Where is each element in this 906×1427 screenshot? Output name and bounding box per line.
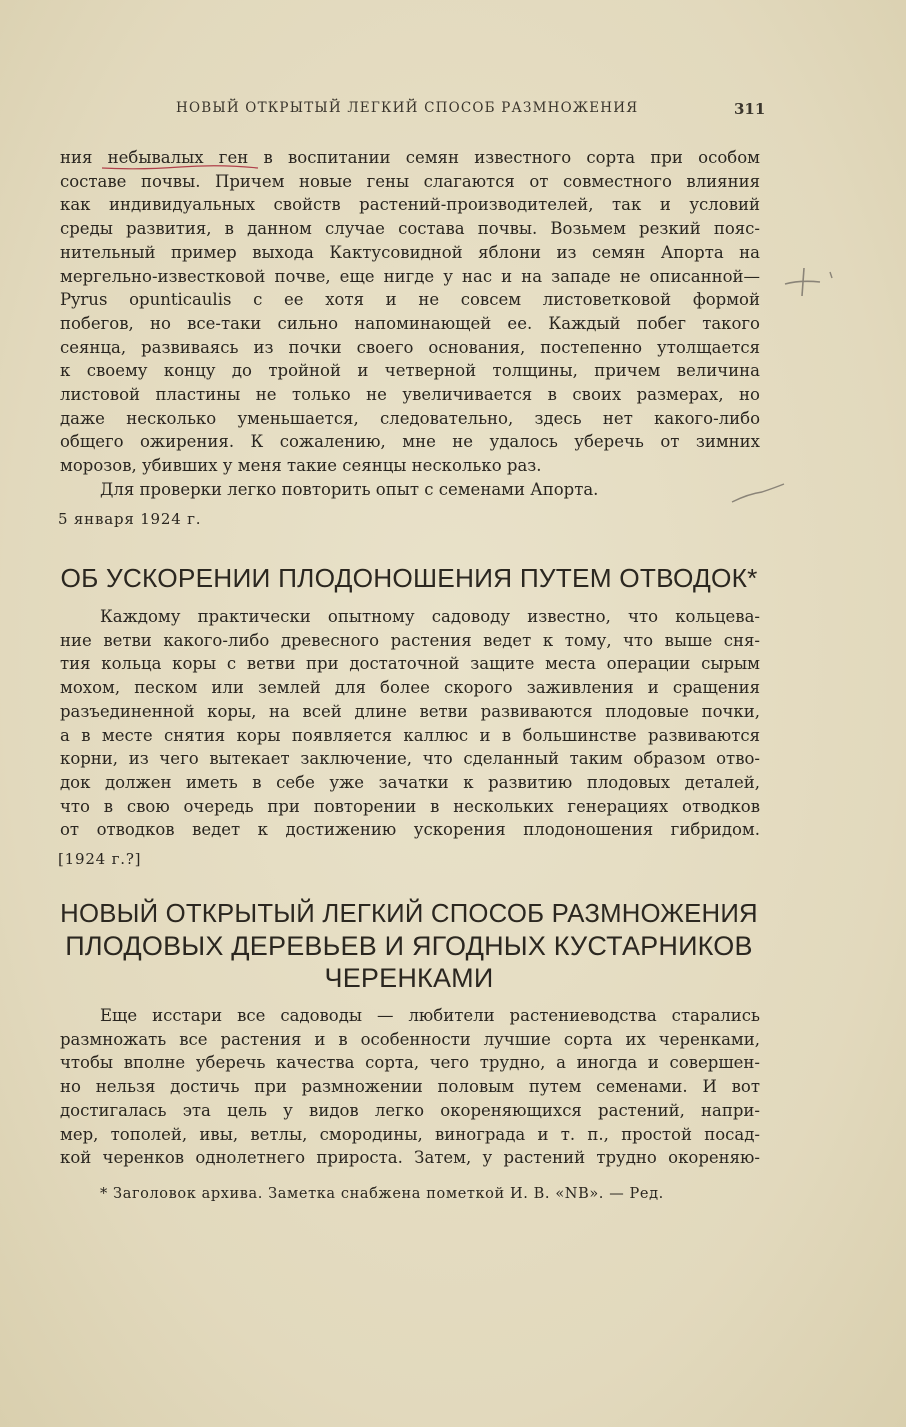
text-line: от отводков ведет к достижению ускорения плодоношения гибридом. — [60, 820, 760, 840]
section-heading-2 — [58, 898, 760, 994]
paragraph-2: Для проверки легко повторить опыт с семенами Апорта. — [100, 479, 599, 499]
paragraph-3 — [60, 605, 760, 842]
text-line: общего ожирения. К сожалению, мне не удалось уберечь от зимних — [60, 432, 760, 452]
text-line: к своему концу до тройной и четверной толщины, причем величина — [60, 361, 760, 381]
text-line: листовой пластины не только не увеличивается в своих размерах, но — [60, 385, 760, 405]
text-line: даже несколько уменьшается, следовательно, здесь нет какого-либо — [60, 408, 760, 428]
heading-line: ОБ УСКОРЕНИИ ПЛОДОНОШЕНИЯ ПУТЕМ ОТВОДОК* — [60, 563, 758, 593]
running-head: НОВЫЙ ОТКРЫТЫЙ ЛЕГКИЙ СПОСОБ РАЗМНОЖЕНИЯ — [176, 100, 639, 116]
text-line: мергельно-известковой почве, еще нигде у нас и на западе не описанной— — [60, 266, 760, 286]
text-line: разъединенной коры, на всей длине ветви развиваются плодовые почки, — [60, 701, 760, 721]
text-line: корни, из чего вытекает заключение, что сделанный таким образом отво- — [60, 749, 760, 769]
text-line: но нельзя достичь при размножении половым путем семенами. И вот — [60, 1077, 760, 1097]
text-line: а в месте снятия коры появляется каллюс и в большинстве развиваются — [60, 725, 760, 745]
text-line: сеянца, развиваясь из почки своего основания, постепенно утолщается — [60, 337, 760, 357]
page-number: 311 — [734, 100, 766, 118]
text-line: размножать все растения и в особенности лучшие сорта их черенками, — [60, 1029, 760, 1049]
text-line: Каждому практически опытному садоводу известно, что кольцева- — [100, 607, 760, 626]
text-line: что в свою очередь при повторении в нескольких генерациях отводков — [60, 796, 760, 816]
pencil-check-icon — [728, 480, 788, 510]
footnote: * Заголовок архива. Заметка снабжена пометкой И. В. «NB». — Ред. — [100, 1186, 664, 1202]
date-1: 5 января 1924 г. — [58, 510, 202, 528]
text-line: кой черенков однолетнего прироста. Затем, у растений трудно окореняю- — [60, 1148, 760, 1168]
text-line: нительный пример выхода Кактусовидной яблони из семян Апорта на — [60, 242, 760, 262]
date-2: [1924 г.?] — [58, 850, 142, 868]
paragraph-1 — [60, 146, 760, 502]
text-line: чтобы вполне уберечь качества сорта, чего трудно, а иногда и совершен- — [60, 1053, 760, 1073]
text-line: тия кольца коры с ветви при достаточной защите места операции сырым — [60, 654, 760, 674]
red-underline-icon — [100, 164, 260, 172]
text-line: морозов, убивших у меня такие сеянцы несколько раз. — [60, 456, 542, 476]
text-line: мохом, песком или землей для более скорого заживления и сращения — [60, 678, 760, 698]
heading-line: ЧЕРЕНКАМИ — [324, 963, 494, 993]
heading-line: ПЛОДОВЫХ ДЕРЕВЬЕВ И ЯГОДНЫХ КУСТАРНИКОВ — [65, 931, 753, 961]
text-line: ние ветви какого-либо древесного растения ведет к тому, что выше сня- — [60, 630, 760, 650]
text-line: док должен иметь в себе уже зачатки к развитию плодовых деталей, — [60, 772, 760, 792]
text-line: составе почвы. Причем новые гены слагаются от совместного влияния — [60, 171, 760, 191]
heading-line: НОВЫЙ ОТКРЫТЫЙ ЛЕГКИЙ СПОСОБ РАЗМНОЖЕНИЯ — [60, 900, 758, 928]
pencil-mark-icon — [780, 262, 840, 302]
section-heading-1 — [58, 562, 760, 594]
paragraph-4 — [60, 1004, 760, 1170]
text-line: среды развития, в данном случае состава почвы. Возьмем резкий пояс- — [60, 219, 760, 239]
text-line: мер, тополей, ивы, ветлы, смородины, винограда и т. п., простой посад- — [60, 1124, 760, 1144]
text-line: Pyrus opunticaulis с ее хотя и не совсем листоветковой формой — [60, 290, 760, 310]
text-line: как индивидуальных свойств растений-производителей, так и условий — [60, 195, 760, 215]
text-line: побегов, но все-таки сильно напоминающей ее. Каждый побег такого — [60, 313, 760, 333]
text-line: ния небывалых ген в воспитании семян известного сорта при особом — [60, 148, 760, 167]
text-line: Еще исстари все садоводы — любители растениеводства старались — [100, 1006, 760, 1025]
text-line: достигалась эта цель у видов легко окореняющихся растений, напри- — [60, 1100, 760, 1120]
